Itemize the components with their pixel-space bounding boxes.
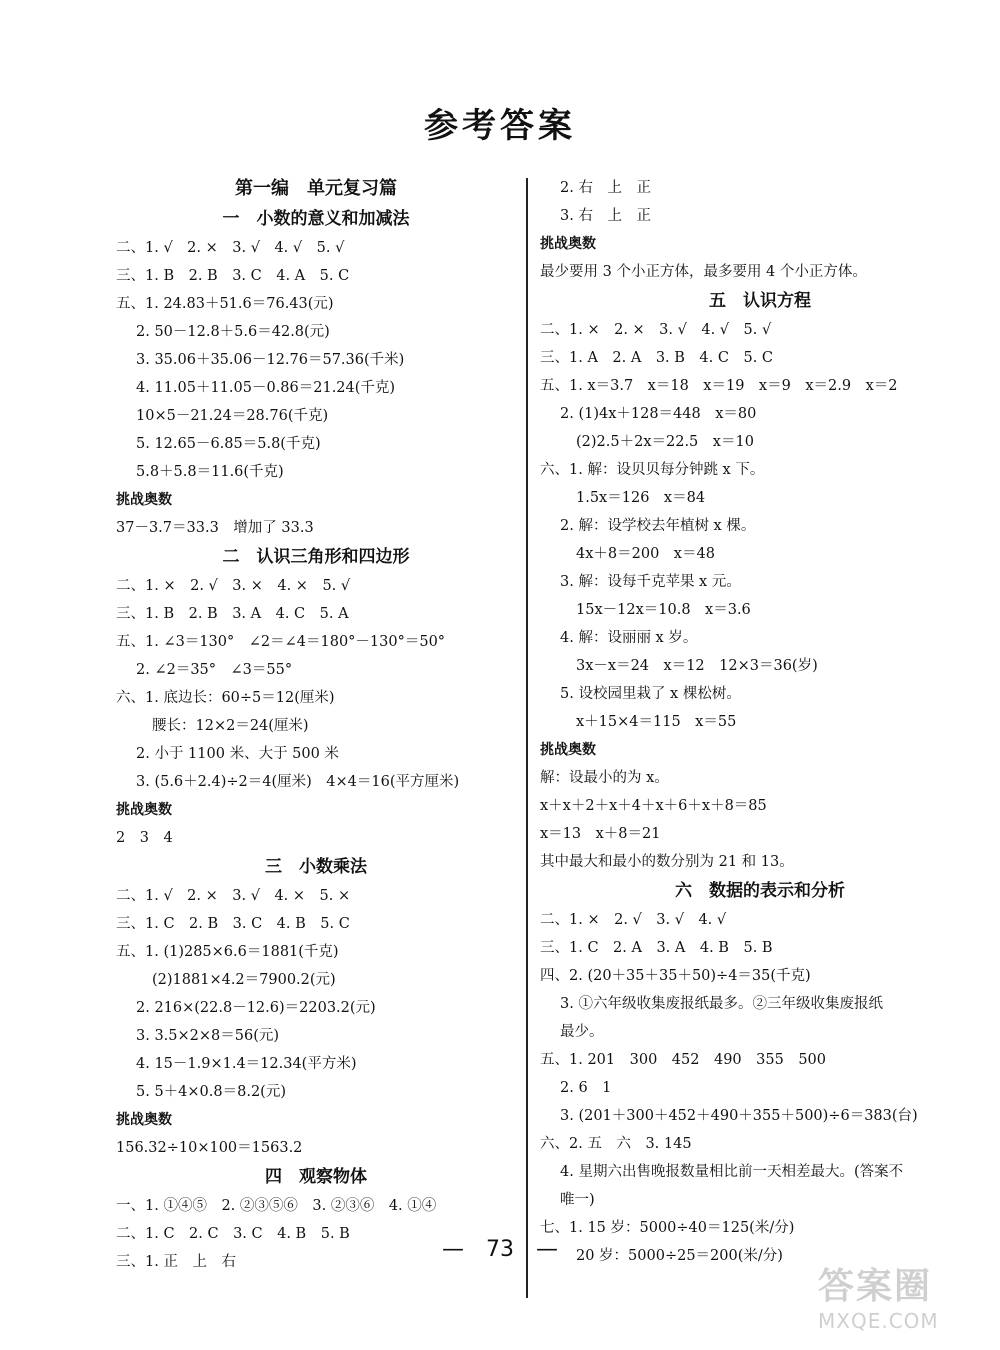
answer-line: x＝13 x＋8＝21 bbox=[540, 826, 661, 842]
answer-line: 其中最大和最小的数分别为 21 和 13。 bbox=[540, 854, 794, 870]
answer-line: 2. 右 上 正 bbox=[560, 180, 651, 196]
olympiad-label: 挑战奥数 bbox=[540, 742, 596, 758]
answer-line: 五、1. x＝3.7 x＝18 x＝19 x＝9 x＝2.9 x＝2 bbox=[540, 378, 898, 394]
olympiad-label: 挑战奥数 bbox=[116, 492, 172, 508]
answer-line: 10×5－21.24＝28.76(千克) bbox=[136, 408, 329, 424]
answer-line: 三、1. C 2. B 3. C 4. B 5. C bbox=[116, 916, 350, 932]
right-column bbox=[540, 174, 980, 1270]
answer-line: 二、1. × 2. × 3. √ 4. √ 5. √ bbox=[540, 322, 772, 338]
answer-line: 五、1. 201 300 452 490 355 500 bbox=[540, 1052, 826, 1068]
answer-line: 三、1. 正 上 右 bbox=[116, 1254, 236, 1270]
answer-line: 3. 3.5×2×8＝56(元) bbox=[136, 1028, 280, 1044]
olympiad-label: 挑战奥数 bbox=[116, 1112, 172, 1128]
answer-line: 六、2. 五 六 3. 145 bbox=[540, 1136, 692, 1152]
answer-line: 三、1. B 2. B 3. C 4. A 5. C bbox=[116, 268, 350, 284]
answer-line: 5. 5＋4×0.8＝8.2(元) bbox=[136, 1084, 286, 1100]
answer-line: 2 3 4 bbox=[116, 830, 173, 846]
answer-line: 七、1. 15 岁：5000÷40＝125(米/分) bbox=[540, 1220, 795, 1236]
answer-line: 37－3.7＝33.3 增加了 33.3 bbox=[116, 520, 314, 536]
olympiad-label: 挑战奥数 bbox=[116, 802, 172, 818]
answer-line: 5. 设校园里栽了 x 棵松树。 bbox=[560, 686, 741, 702]
site-watermark bbox=[818, 1258, 978, 1338]
answer-line: 四、2. (20＋35＋35＋50)÷4＝35(千克) bbox=[540, 968, 811, 984]
answer-line: 三、1. B 2. B 3. A 4. C 5. A bbox=[116, 606, 349, 622]
answer-line: x＋15×4＝115 x＝55 bbox=[576, 714, 737, 730]
answer-line: 5. 12.65－6.85＝5.8(千克) bbox=[136, 436, 321, 452]
watermark-logo-text: 答案圈 bbox=[818, 1266, 933, 1307]
page-number: — 73 — bbox=[442, 1237, 558, 1262]
answer-line: 五、1. (1)285×6.6＝1881(千克) bbox=[116, 944, 339, 960]
watermark-url: MXQE.COM bbox=[818, 1309, 939, 1333]
left-column bbox=[116, 174, 516, 1276]
answer-line: 2. 6 1 bbox=[560, 1080, 612, 1096]
answer-line: 4x＋8＝200 x＝48 bbox=[576, 546, 715, 562]
unit-2-heading: 二 认识三角形和四边形 bbox=[222, 547, 410, 567]
answer-line: 3. (5.6＋2.4)÷2＝4(厘米) 4×4＝16(平方厘米) bbox=[136, 774, 460, 790]
answer-line: 4. 解：设丽丽 x 岁。 bbox=[560, 630, 698, 646]
answer-line: 3. 解：设每千克苹果 x 元。 bbox=[560, 574, 741, 590]
olympiad-label: 挑战奥数 bbox=[540, 236, 596, 252]
part-header: 第一编 单元复习篇 bbox=[235, 178, 397, 199]
answer-line: 3. 35.06＋35.06－12.76＝57.36(千米) bbox=[136, 352, 405, 368]
unit-6-heading: 六 数据的表示和分析 bbox=[675, 881, 845, 901]
answer-line: 一、1. ①④⑤ 2. ②③⑤⑥ 3. ②③⑥ 4. ①④ bbox=[116, 1198, 437, 1214]
answer-line: 2. 50－12.8＋5.6＝42.8(元) bbox=[136, 324, 330, 340]
answer-line: 2. (1)4x＋128＝448 x＝80 bbox=[560, 406, 757, 422]
answer-line: 二、1. × 2. √ 3. × 4. × 5. √ bbox=[116, 578, 351, 594]
answer-line: 156.32÷10×100＝1563.2 bbox=[116, 1140, 303, 1156]
answer-line: x＋x＋2＋x＋4＋x＋6＋x＋8＝85 bbox=[540, 798, 767, 814]
page-title: 参考答案 bbox=[424, 106, 576, 146]
unit-3-heading: 三 小数乘法 bbox=[265, 857, 367, 877]
unit-4-heading: 四 观察物体 bbox=[265, 1167, 367, 1187]
answer-line: 4. 15－1.9×1.4＝12.34(平方米) bbox=[136, 1056, 357, 1072]
column-divider bbox=[526, 178, 528, 1298]
answer-line: 3. 右 上 正 bbox=[560, 208, 651, 224]
answer-line: 二、1. × 2. √ 3. √ 4. √ bbox=[540, 912, 727, 928]
answer-line: 3x－x＝24 x＝12 12×3＝36(岁) bbox=[576, 658, 818, 674]
answer-line: 二、1. C 2. C 3. C 4. B 5. B bbox=[116, 1226, 350, 1242]
answer-line: 三、1. C 2. A 3. A 4. B 5. B bbox=[540, 940, 773, 956]
answer-line: 腰长：12×2＝24(厘米) bbox=[152, 718, 309, 734]
unit-5-heading: 五 认识方程 bbox=[709, 291, 811, 311]
answer-line: 2. 解：设学校去年植树 x 棵。 bbox=[560, 518, 756, 534]
answer-line: 1.5x＝126 x＝84 bbox=[576, 490, 706, 506]
unit-1-heading: 一 小数的意义和加减法 bbox=[222, 209, 410, 229]
answer-line: 15x－12x＝10.8 x＝3.6 bbox=[576, 602, 751, 618]
answer-line: 二、1. √ 2. × 3. √ 4. √ 5. √ bbox=[116, 240, 345, 256]
answer-line: 唯一) bbox=[560, 1192, 595, 1208]
answer-line: 3. ①六年级收集废报纸最多。②三年级收集废报纸 bbox=[560, 996, 883, 1012]
answer-line: 5.8＋5.8＝11.6(千克) bbox=[136, 464, 284, 480]
answer-line: 4. 星期六出售晚报数量相比前一天相差最大。(答案不 bbox=[560, 1164, 904, 1180]
answer-line: (2)1881×4.2＝7900.2(元) bbox=[152, 972, 336, 988]
answer-line: 最少。 bbox=[560, 1024, 604, 1040]
answer-line: 解：设最小的为 x。 bbox=[540, 770, 669, 786]
answer-line: 最少要用 3 个小正方体，最多要用 4 个小正方体。 bbox=[540, 264, 867, 280]
answer-line: 4. 11.05＋11.05－0.86＝21.24(千克) bbox=[136, 380, 396, 396]
answer-line: 六、1. 底边长：60÷5＝12(厘米) bbox=[116, 690, 335, 706]
answer-line: 二、1. √ 2. × 3. √ 4. × 5. × bbox=[116, 888, 351, 904]
answer-line: 2. 小于 1100 米、大于 500 米 bbox=[136, 746, 339, 762]
answer-line: (2)2.5＋2x＝22.5 x＝10 bbox=[576, 434, 754, 450]
answer-line: 20 岁：5000÷25＝200(米/分) bbox=[576, 1248, 783, 1264]
answer-line: 五、1. ∠3＝130° ∠2＝∠4＝180°－130°＝50° bbox=[116, 634, 446, 650]
answer-line: 三、1. A 2. A 3. B 4. C 5. C bbox=[540, 350, 774, 366]
answer-line: 六、1. 解：设贝贝每分钟跳 x 下。 bbox=[540, 462, 765, 478]
answer-line: 五、1. 24.83＋51.6＝76.43(元) bbox=[116, 296, 334, 312]
answer-line: 2. 216×(22.8－12.6)＝2203.2(元) bbox=[136, 1000, 376, 1016]
answer-line: 3. (201＋300＋452＋490＋355＋500)÷6＝383(台) bbox=[560, 1108, 918, 1124]
answer-line: 2. ∠2＝35° ∠3＝55° bbox=[136, 662, 293, 678]
